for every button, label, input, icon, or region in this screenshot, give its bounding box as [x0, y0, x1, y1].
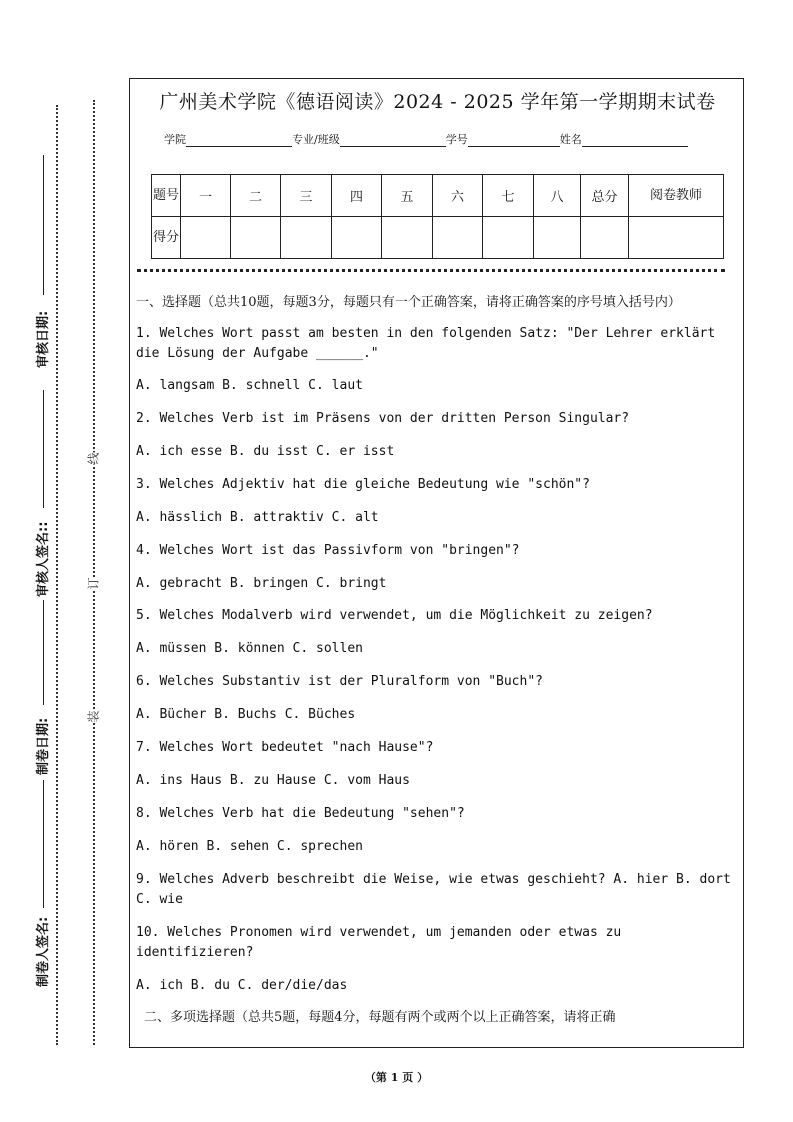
score-cell-grader[interactable]: [629, 217, 724, 259]
major-field[interactable]: [340, 135, 446, 147]
name-label: 姓名: [559, 133, 582, 146]
col-8: 八: [534, 175, 581, 217]
exam-content: [136, 291, 742, 1029]
binding-char-zhuang: 装: [86, 710, 101, 723]
col-total: 总分: [581, 175, 629, 217]
binding-dotted-line: [93, 100, 95, 1045]
col-6: 六: [433, 175, 483, 217]
col-1: 一: [181, 175, 231, 217]
exam-frame: [129, 78, 744, 1048]
maker-sign-label: 制卷人签名:: [36, 916, 51, 987]
answer-options-5: A. müssen B. können C. sollen: [136, 641, 363, 656]
side-line-4: [43, 780, 44, 908]
side-line-3: [43, 600, 44, 705]
outer-dotted-line: [56, 105, 58, 1045]
row-label-tihao: 题号: [152, 175, 181, 217]
binding-char-xian: 线: [86, 452, 101, 465]
dotted-separator: [137, 269, 725, 272]
answer-options-7: A. ins Haus B. zu Hause C. vom Haus: [136, 773, 410, 788]
side-line-1: [43, 155, 44, 295]
col-5: 五: [382, 175, 433, 217]
score-table-score-row: [152, 217, 724, 259]
answer-options-8: A. hören B. sehen C. sprechen: [136, 839, 363, 854]
score-table: [151, 174, 724, 259]
answer-options-3: A. hässlich B. attraktiv C. alt: [136, 510, 379, 525]
col-2: 二: [231, 175, 281, 217]
reviewer-sign-label: 审核人签名::: [36, 521, 51, 597]
score-table-header-row: [152, 175, 724, 217]
page-footer: （第 1 页 ）: [364, 1071, 429, 1084]
score-cell[interactable]: [281, 217, 332, 259]
section1-heading: 一、选择题（总共10题，每题3分，每题只有一个正确答案，请将正确答案的序号填入括号内）: [136, 295, 681, 310]
question-8: 8. Welches Verb hat die Bedeutung "sehen"?: [136, 806, 465, 821]
score-cell[interactable]: [181, 217, 231, 259]
question-6: 6. Welches Substantiv ist der Pluralform von "Buch"?: [136, 674, 543, 689]
row-label-defen: 得分: [152, 217, 181, 259]
score-cell[interactable]: [483, 217, 534, 259]
answer-options-4: A. gebracht B. bringen C. bringt: [136, 576, 387, 591]
question-2: 2. Welches Verb ist im Präsens von der dritten Person Singular?: [136, 411, 630, 426]
maker-date-label: 制卷日期:: [36, 717, 51, 775]
col-4: 四: [332, 175, 382, 217]
answer-options-10: A. ich B. du C. der/die/das: [136, 978, 348, 993]
college-label: 学院: [164, 133, 186, 146]
answer-options-1: A. langsam B. schnell C. laut: [136, 378, 363, 393]
side-line-2: [43, 390, 44, 508]
major-label: 专业/班级: [292, 133, 340, 146]
question-5: 5. Welches Modalverb wird verwendet, um die Möglichkeit zu zeigen?: [136, 608, 653, 623]
score-cell[interactable]: [382, 217, 433, 259]
question-9: 9. Welches Adverb beschreibt die Weise, wie etwas geschieht? A. hier B. dort C. wie: [136, 872, 731, 907]
score-cell[interactable]: [332, 217, 382, 259]
binding-char-ding: 订: [86, 577, 101, 590]
exam-title: 广州美术学院《德语阅读》2024 - 2025 学年第一学期期末试卷: [159, 91, 716, 113]
question-4: 4. Welches Wort ist das Passivform von "bringen"?: [136, 543, 520, 558]
score-cell[interactable]: [433, 217, 483, 259]
reviewer-date-label: 审核日期:: [36, 310, 51, 368]
student-info-row: [164, 131, 688, 147]
score-cell[interactable]: [534, 217, 581, 259]
score-cell-total[interactable]: [581, 217, 629, 259]
question-3: 3. Welches Adjektiv hat die gleiche Bedeutung wie "schön"?: [136, 477, 590, 492]
answer-options-2: A. ich esse B. du isst C. er isst: [136, 444, 395, 459]
question-7: 7. Welches Wort bedeutet "nach Hause"?: [136, 740, 434, 755]
answer-options-6: A. Bücher B. Buchs C. Büches: [136, 707, 356, 722]
col-grader: 阅卷教师: [629, 175, 724, 217]
col-3: 三: [281, 175, 332, 217]
question-10: 10. Welches Pronomen wird verwendet, um jemanden oder etwas zu identifizieren?: [136, 925, 622, 960]
score-cell[interactable]: [231, 217, 281, 259]
name-field[interactable]: [582, 135, 688, 147]
student-id-label: 学号: [445, 133, 468, 146]
student-id-field[interactable]: [468, 135, 560, 147]
college-field[interactable]: [186, 135, 292, 147]
col-7: 七: [483, 175, 534, 217]
question-1: 1. Welches Wort passt am besten in den folgenden Satz: "Der Lehrer erklärt die Lösung der Aufgabe ______.": [136, 326, 716, 361]
section2-heading: 二、多项选择题（总共5题，每题4分，每题有两个或两个以上正确答案，请将正确: [144, 1010, 616, 1025]
